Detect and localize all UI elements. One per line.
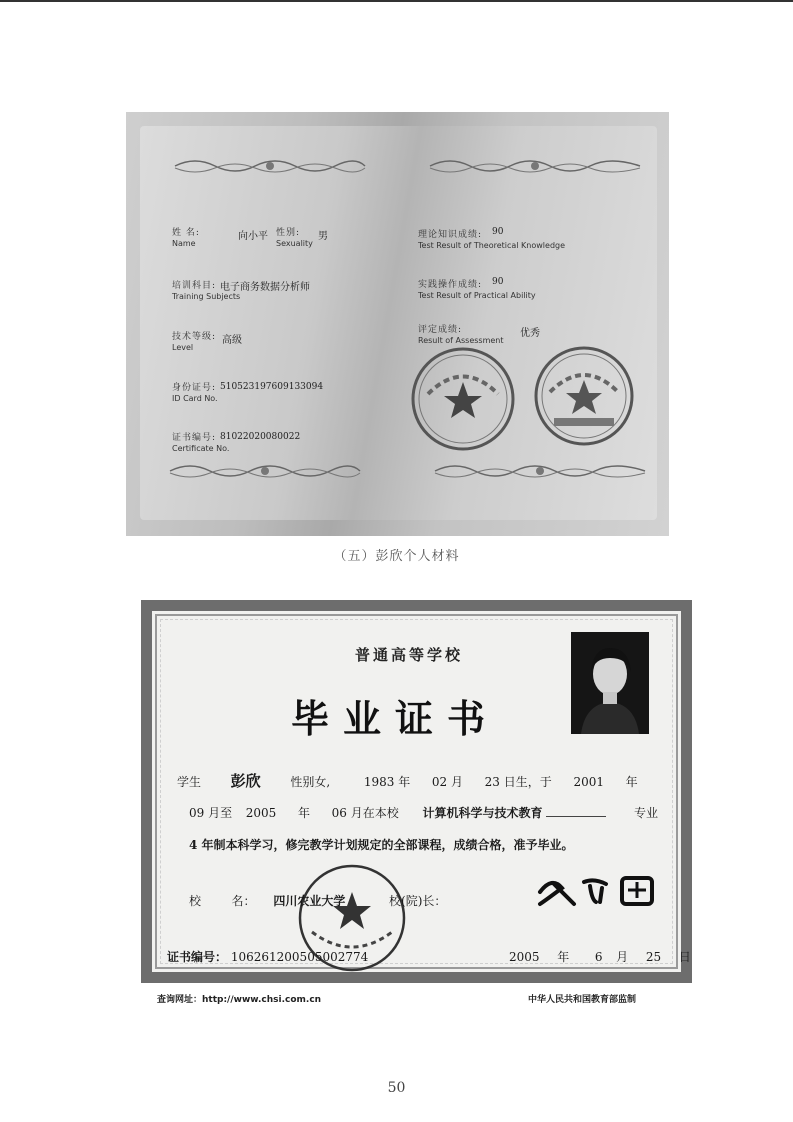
issue-year: 2005 [509, 950, 540, 964]
study-completion-line: 4 年制本科学习，修完教学计划规定的全部课程，成绩合格，准予毕业。 [189, 838, 574, 852]
diploma-title: 毕业证书 [291, 696, 500, 741]
diploma-bottom-line [167, 948, 368, 965]
day-char: 日 [678, 950, 691, 964]
end-month: 06 [331, 806, 347, 820]
birth-year: 1983 [363, 775, 395, 789]
practice-result-value: 90 [492, 277, 504, 287]
year-char: 年 [297, 806, 310, 820]
top-border-line [0, 0, 793, 2]
issue-date [509, 948, 691, 965]
certificate-no-value: 81022020080022 [220, 432, 301, 442]
diploma-line-1 [177, 770, 638, 791]
id-card-label: 身份证号: ID Card No. [172, 383, 218, 403]
id-card-value: 510523197609133094 [220, 382, 324, 392]
end-year: 2005 [245, 806, 277, 820]
ornament-bottom-left [165, 461, 365, 481]
month-char: 月 [450, 775, 463, 789]
level-value: 高级 [222, 335, 242, 346]
ornament-top-left [170, 156, 370, 176]
school-type-heading: 普通高等学校 [355, 646, 464, 664]
name-label: 姓 名: Name [172, 228, 200, 248]
certificate-card [140, 126, 657, 520]
portrait-icon [571, 632, 649, 734]
year-char: 年 [398, 775, 411, 789]
theory-result-label: 理论知识成绩: Test Result of Theoretical Knowledge [418, 230, 566, 250]
issue-month: 6 [594, 950, 603, 964]
birth-month: 02 [431, 775, 448, 789]
page-number: 50 [387, 1080, 406, 1096]
month-at-school-text: 月在本校 [350, 806, 399, 820]
issuing-authority: 中华人民共和国教育部监制 [528, 995, 637, 1005]
month-to-text: 月至 [208, 806, 233, 820]
major-suffix: 专业 [633, 806, 658, 820]
theory-result-value: 90 [492, 227, 504, 237]
certificate-number-label: 证书编号： [167, 950, 228, 964]
major-name: 计算机科学与技术教育 [422, 806, 543, 820]
president-signature [534, 870, 664, 910]
diploma-line-2 [189, 804, 658, 821]
level-label: 技术等级: Level [172, 332, 217, 352]
student-label: 学生 [177, 775, 202, 789]
official-seal-right [532, 344, 636, 448]
section-caption: （五）彭欣个人材料 [333, 549, 460, 564]
start-month: 09 [189, 806, 205, 820]
ornament-bottom-right [430, 461, 650, 481]
student-name: 彭欣 [230, 772, 261, 790]
president-label: 校(院)长： [389, 894, 447, 908]
vocational-certificate-scan [126, 112, 669, 536]
certificate-no-label: 证书编号: Certificate No. [172, 433, 230, 453]
year-char: 年 [557, 950, 570, 964]
school-name-label: 校 名： [189, 894, 256, 908]
practice-result-label: 实践操作成绩: Test Result of Practical Ability [418, 280, 536, 300]
student-photo [571, 632, 649, 734]
query-url: 查询网址：http://www.chsi.com.cn [157, 995, 322, 1005]
diploma-line-4 [189, 892, 446, 909]
school-name-seal-text: 四川农业大学 [273, 894, 346, 908]
start-year: 2001 [573, 775, 604, 789]
sex-value: 男 [318, 231, 328, 242]
training-value: 电子商务数据分析师 [220, 282, 310, 293]
born-on-text: 日生，于 [503, 775, 552, 789]
birth-day: 23 [484, 775, 500, 789]
certificate-number: 106261200505002774 [230, 950, 369, 964]
official-seal-left [408, 344, 518, 454]
assessment-label: 评定成绩: Result of Assessment [418, 325, 504, 345]
year-char: 年 [625, 775, 638, 789]
sex-label: 性别: Sexuality [276, 228, 313, 248]
month-char: 月 [616, 950, 629, 964]
assessment-value: 优秀 [520, 328, 540, 339]
gender-text: 性别女, [290, 775, 331, 789]
training-label: 培训科目: Training Subjects [172, 281, 241, 301]
graduation-diploma [141, 600, 692, 983]
name-value: 向小平 [238, 231, 268, 242]
ornament-top-right [425, 156, 645, 176]
issue-day: 25 [645, 950, 662, 964]
